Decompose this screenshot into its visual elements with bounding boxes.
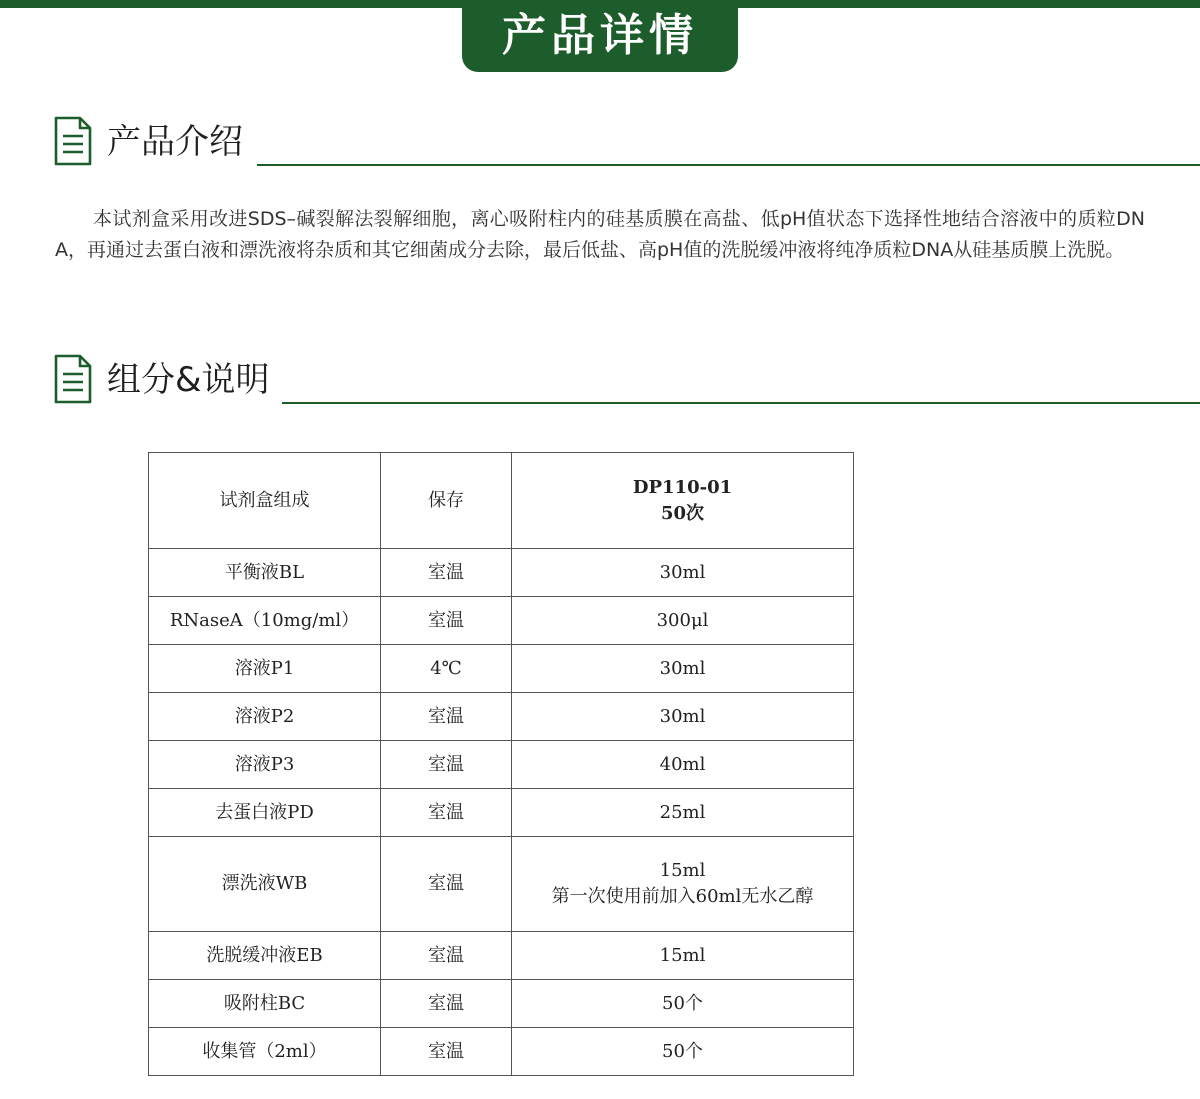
table-row xyxy=(149,741,854,789)
cell-storage xyxy=(381,741,512,789)
cell-amount xyxy=(512,837,854,932)
banner-title: 产品详情 xyxy=(502,10,698,61)
component-name: 平衡液BL xyxy=(224,561,305,583)
cell-component-name xyxy=(149,837,381,932)
cell-amount xyxy=(512,549,854,597)
table-row xyxy=(149,837,854,932)
table-row xyxy=(149,932,854,980)
cell-amount xyxy=(512,741,854,789)
table-row xyxy=(149,789,854,837)
cell-component-name xyxy=(149,932,381,980)
storage-condition: 室温 xyxy=(428,609,464,631)
cell-amount xyxy=(512,645,854,693)
amount-value: 15ml xyxy=(659,944,706,966)
cell-component-name xyxy=(149,597,381,645)
amount-value: 25ml xyxy=(659,801,706,823)
cell-amount xyxy=(512,1028,854,1076)
cell-storage xyxy=(381,932,512,980)
cell-component-name xyxy=(149,980,381,1028)
cell-storage xyxy=(381,837,512,932)
table-row xyxy=(149,693,854,741)
storage-condition: 室温 xyxy=(428,561,464,583)
section-title: 产品介绍 xyxy=(107,122,243,162)
amount-value: 50个 xyxy=(662,1040,703,1062)
table-row xyxy=(149,597,854,645)
cell-component-name xyxy=(149,741,381,789)
cell-component-name xyxy=(149,693,381,741)
component-name: 收集管（2ml） xyxy=(202,1040,327,1062)
header-sku-code: DP110-01 xyxy=(632,476,733,498)
header-sku-preps: 50次 xyxy=(660,502,705,524)
section-header-intro xyxy=(54,116,1200,168)
component-name: 溶液P1 xyxy=(234,657,295,679)
table-row xyxy=(149,549,854,597)
page-banner xyxy=(462,0,738,72)
amount-value: 50个 xyxy=(662,992,703,1014)
storage-condition: 室温 xyxy=(428,944,464,966)
header-component: 试剂盒组成 xyxy=(149,453,381,549)
cell-amount xyxy=(512,789,854,837)
cell-component-name xyxy=(149,1028,381,1076)
amount-value: 30ml xyxy=(659,705,706,727)
amount-value: 30ml xyxy=(659,561,706,583)
cell-component-name xyxy=(149,645,381,693)
cell-amount xyxy=(512,980,854,1028)
table-row xyxy=(149,1028,854,1076)
storage-condition: 室温 xyxy=(428,801,464,823)
header-sku xyxy=(512,453,854,549)
section-divider xyxy=(257,164,1200,166)
cell-storage xyxy=(381,645,512,693)
amount-value: 15ml xyxy=(659,860,706,881)
storage-condition: 室温 xyxy=(428,705,464,727)
cell-amount xyxy=(512,932,854,980)
storage-condition: 室温 xyxy=(428,753,464,775)
amount-value: 30ml xyxy=(659,657,706,679)
amount-value: 40ml xyxy=(659,753,706,775)
cell-storage xyxy=(381,1028,512,1076)
cell-storage xyxy=(381,789,512,837)
storage-condition: 4℃ xyxy=(430,657,462,679)
cell-storage xyxy=(381,549,512,597)
component-name: RNaseA（10mg/ml） xyxy=(169,609,360,631)
cell-amount xyxy=(512,597,854,645)
document-icon xyxy=(54,354,92,404)
cell-storage xyxy=(381,980,512,1028)
table-row xyxy=(149,645,854,693)
components-table xyxy=(148,452,854,1076)
section-divider xyxy=(282,402,1200,404)
component-name: 溶液P2 xyxy=(234,705,295,727)
section-title: 组分&说明 xyxy=(107,360,270,400)
cell-amount xyxy=(512,693,854,741)
component-name: 漂洗液WB xyxy=(221,873,308,894)
component-name: 溶液P3 xyxy=(234,753,295,775)
cell-component-name xyxy=(149,789,381,837)
cell-storage xyxy=(381,693,512,741)
storage-condition: 室温 xyxy=(428,1040,464,1062)
amount-note: 第一次使用前加入60ml无水乙醇 xyxy=(551,886,814,907)
component-name: 洗脱缓冲液EB xyxy=(206,944,323,966)
storage-condition: 室温 xyxy=(428,873,464,894)
section-header-components xyxy=(54,354,1200,406)
cell-storage xyxy=(381,597,512,645)
component-name: 去蛋白液PD xyxy=(215,801,314,823)
document-icon xyxy=(54,116,92,166)
header-storage: 保存 xyxy=(381,453,512,549)
intro-paragraph: 本试剂盒采用改进SDS–碱裂解法裂解细胞，离心吸附柱内的硅基质膜在高盐、低pH值状态下选择性地结合溶液中的质粒DNA，再通过去蛋白液和漂洗液将杂质和其它细菌成分去除，最后低盐、高pH值的洗脱缓冲液将纯净质粒DNA从硅基质膜上洗脱。 xyxy=(55,208,1145,261)
component-name: 吸附柱BC xyxy=(223,992,306,1014)
storage-condition: 室温 xyxy=(428,992,464,1014)
cell-component-name xyxy=(149,549,381,597)
table-row xyxy=(149,980,854,1028)
amount-value: 300μl xyxy=(656,609,709,631)
table-header-row xyxy=(149,453,854,549)
